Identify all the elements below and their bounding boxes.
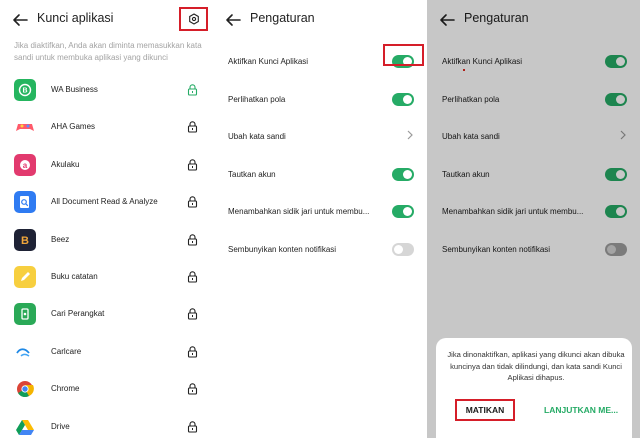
app-name: WA Business: [51, 85, 98, 94]
lock-unlocked-icon[interactable]: [186, 270, 199, 283]
back-arrow-icon[interactable]: [224, 11, 242, 29]
settings-row-label: Menambahkan sidik jari untuk membu...: [228, 207, 370, 217]
toggle-knob: [403, 207, 412, 216]
app-list-item[interactable]: [0, 299, 213, 336]
settings-row-label: Perlihatkan pola: [228, 94, 286, 104]
lock-unlocked-icon[interactable]: [186, 158, 199, 171]
find-device-icon: [14, 303, 36, 325]
lock-unlocked-icon[interactable]: [186, 120, 199, 133]
toggle-knob: [403, 170, 412, 179]
settings-hexagon-icon: [188, 13, 200, 25]
lock-unlocked-icon[interactable]: [186, 420, 199, 433]
app-list-item[interactable]: [0, 150, 213, 187]
svg-text:a: a: [22, 160, 28, 170]
settings-row-label: Aktifkan Kunci Aplikasi: [442, 57, 523, 66]
akulaku-icon: [14, 154, 36, 176]
chrome-icon: [14, 378, 36, 400]
app-list-item[interactable]: [0, 112, 213, 149]
turn-off-button[interactable]: MATIKAN: [455, 399, 515, 421]
aha-games-icon: [14, 116, 36, 138]
app-name: Drive: [51, 421, 70, 431]
toggle-switch-on[interactable]: [392, 168, 414, 181]
toggle-knob: [394, 245, 403, 254]
lock-locked-icon[interactable]: [186, 83, 199, 96]
app-name: AHA Games: [51, 122, 96, 132]
settings-row-label: Ubah kata sandi: [228, 132, 286, 142]
disable-confirm-dialog: [436, 338, 632, 438]
app-name: Carlcare: [51, 346, 82, 356]
dialog-message: Jika dinonaktifkan, aplikasi yang dikunci akan dibuka kuncinya dan tidak dilindungi, dan kata sandi Kunci Aplikasi dihapus.: [447, 350, 625, 382]
app-list-item[interactable]: [0, 412, 213, 438]
app-list-item[interactable]: [0, 187, 213, 224]
app-list-item[interactable]: [0, 225, 213, 262]
app-lock-header: [0, 0, 213, 40]
settings-header: [213, 0, 427, 40]
continue-button[interactable]: LANJUTKAN ME...: [544, 405, 619, 415]
page-title: Pengaturan: [250, 11, 315, 25]
back-arrow-icon[interactable]: [11, 11, 29, 29]
drive-icon: [14, 416, 36, 438]
settings-row-label: Aktifkan Kunci Aplikasi: [228, 57, 309, 66]
settings-row-label: Sembunyikan konten notifikasi: [442, 245, 551, 254]
settings-screen: [213, 0, 427, 438]
toggle-switch-off[interactable]: [392, 243, 414, 256]
app-name: All Document Read & Analyze: [51, 197, 158, 207]
wa-business-icon: [14, 79, 36, 101]
settings-row[interactable]: [213, 118, 427, 155]
toggle-knob: [403, 95, 412, 104]
app-name: Beez: [51, 234, 70, 244]
highlight-box: [383, 44, 424, 66]
settings-row[interactable]: [213, 156, 427, 193]
svg-text:B: B: [22, 87, 28, 95]
beez-icon: [14, 229, 36, 251]
page-title: Pengaturan: [464, 11, 529, 25]
notes-icon: [14, 266, 36, 288]
app-list-item[interactable]: [0, 75, 213, 112]
app-lock-screen: [0, 0, 213, 438]
app-lock-description: Jika diaktifkan, Anda akan diminta memasukkan kata sandi untuk membuka aplikasi yang dikunci: [14, 41, 202, 62]
toggle-switch-on[interactable]: [392, 205, 414, 218]
settings-row-label: Menambahkan sidik jari untuk membu...: [442, 207, 584, 217]
app-name: Chrome: [51, 384, 80, 394]
lock-unlocked-icon[interactable]: [186, 345, 199, 358]
settings-row-label: Perlihatkan pola: [442, 94, 500, 104]
chevron-right-icon: [406, 130, 414, 140]
lock-unlocked-icon[interactable]: [186, 195, 199, 208]
settings-row[interactable]: [213, 231, 427, 268]
settings-row-label: Ubah kata sandi: [442, 132, 500, 142]
app-name: Akulaku: [51, 159, 80, 169]
page-title: Kunci aplikasi: [37, 11, 114, 25]
settings-row[interactable]: [213, 43, 427, 80]
svg-text:B: B: [21, 234, 29, 247]
lock-unlocked-icon[interactable]: [186, 307, 199, 320]
settings-row-label: Tautkan akun: [442, 169, 490, 179]
lock-unlocked-icon[interactable]: [186, 382, 199, 395]
app-list-item[interactable]: [0, 374, 213, 411]
app-name: Cari Perangkat: [51, 309, 105, 319]
carlcare-icon: [14, 341, 36, 363]
settings-row[interactable]: [213, 193, 427, 230]
app-name: Buku catatan: [51, 272, 98, 281]
settings-row-label: Tautkan akun: [228, 169, 276, 179]
settings-button[interactable]: [179, 7, 208, 31]
settings-row-label: Sembunyikan konten notifikasi: [228, 245, 337, 254]
lock-unlocked-icon[interactable]: [186, 233, 199, 246]
app-list-item[interactable]: [0, 262, 213, 299]
settings-row[interactable]: [213, 81, 427, 118]
toggle-switch-on[interactable]: [392, 93, 414, 106]
app-list-item[interactable]: [0, 337, 213, 374]
all-document-icon: [14, 191, 36, 213]
